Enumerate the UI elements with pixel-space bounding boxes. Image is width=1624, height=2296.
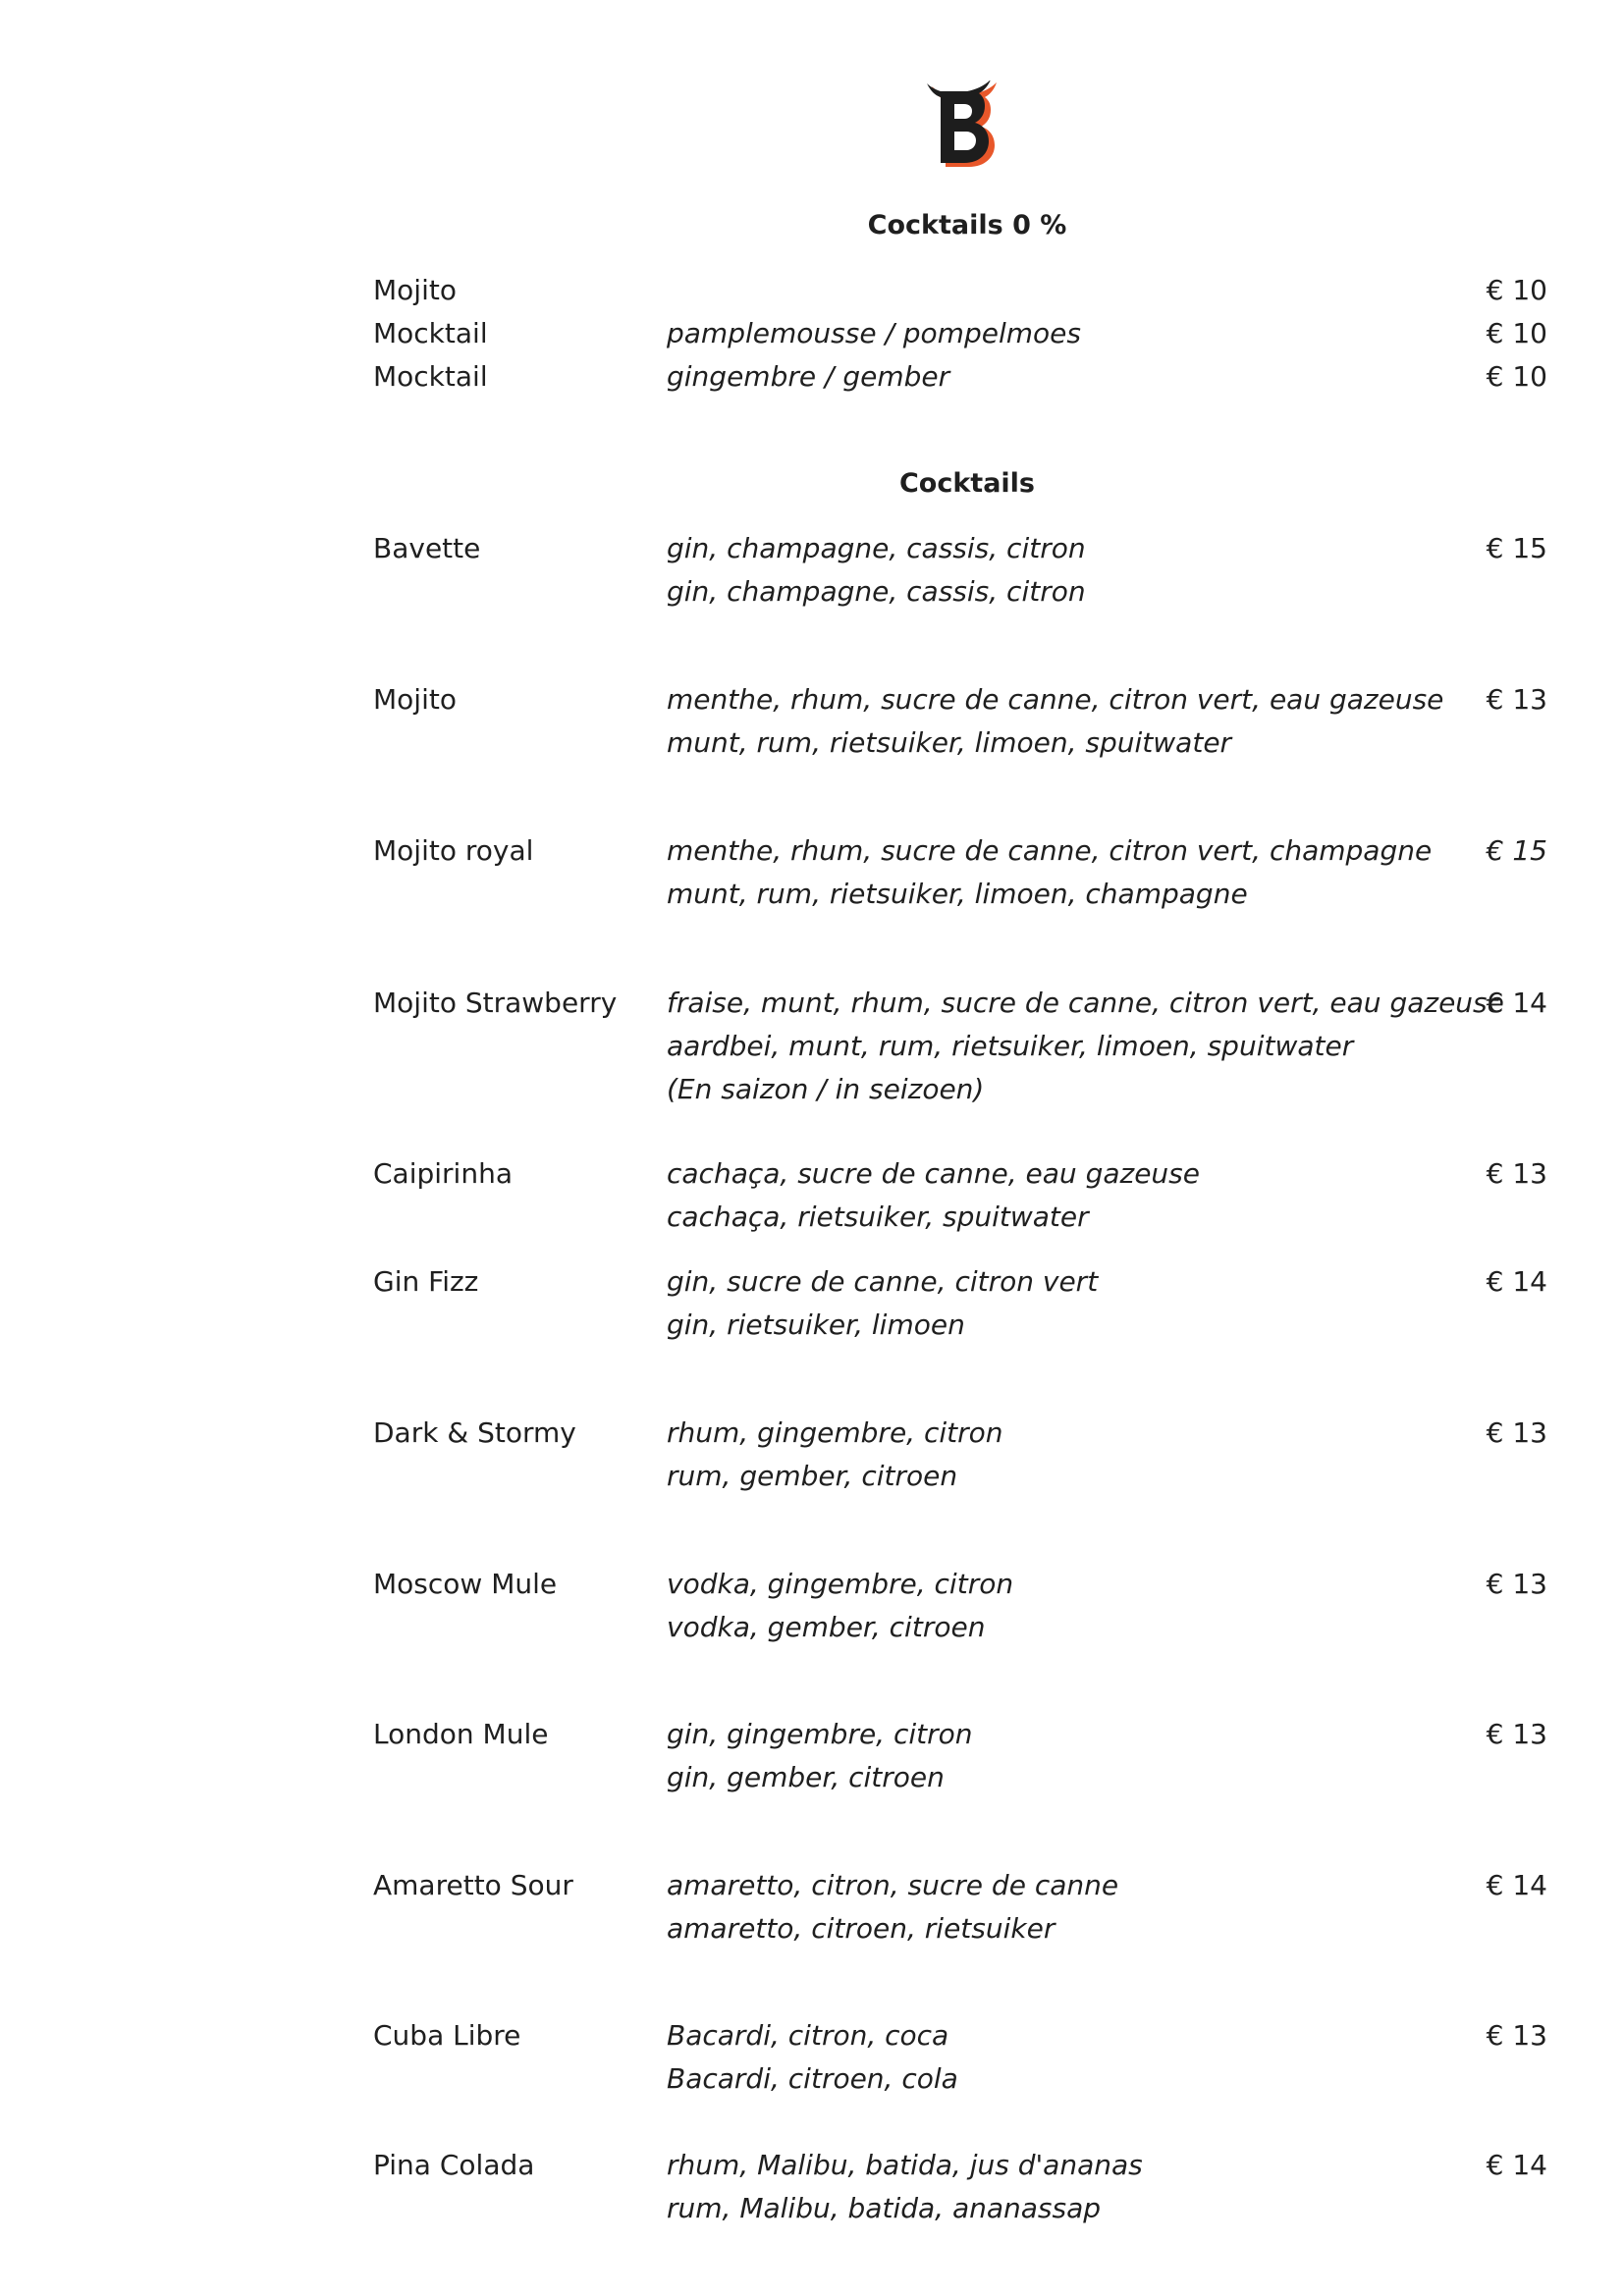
item-name: Gin Fizz xyxy=(373,1265,479,1298)
description-line-fr: vodka, gingembre, citron xyxy=(667,1568,1014,1600)
item-description xyxy=(667,1260,1531,1347)
description-line-nl: gin, rietsuiker, limoen xyxy=(667,1308,965,1341)
description-line-nl: aardbei, munt, rum, rietsuiker, limoen, spuitwater xyxy=(667,1030,1354,1062)
description-line-nl: cachaça, rietsuiker, spuitwater xyxy=(667,1201,1089,1233)
item-name: Pina Colada xyxy=(373,2149,535,2181)
description-line-nl: Bacardi, citroen, cola xyxy=(667,2062,958,2095)
item-description xyxy=(667,1713,1531,1799)
item-price: € 14 xyxy=(1486,2149,1547,2181)
item-description xyxy=(667,1152,1531,1239)
item-price: € 14 xyxy=(1486,1869,1547,1901)
item-name: Cuba Libre xyxy=(373,2019,521,2052)
item-price: € 13 xyxy=(1486,1718,1547,1750)
item-name: Amaretto Sour xyxy=(373,1869,573,1901)
item-name: Dark & Stormy xyxy=(373,1416,576,1449)
item-description xyxy=(667,1412,1531,1498)
item-price: € 14 xyxy=(1486,987,1547,1019)
item-description xyxy=(667,1864,1531,1950)
item-description xyxy=(667,982,1531,1111)
item-price: € 13 xyxy=(1486,683,1547,716)
item-description xyxy=(667,1563,1531,1649)
item-price: € 10 xyxy=(1486,360,1547,393)
item-name: Bavette xyxy=(373,532,481,564)
description-line-fr: rhum, gingembre, citron xyxy=(667,1416,1003,1449)
item-price: € 15 xyxy=(1486,532,1547,564)
item-name: Mocktail xyxy=(373,317,488,349)
description-line-fr: gin, sucre de canne, citron vert xyxy=(667,1265,1099,1298)
description-line-fr: menthe, rhum, sucre de canne, citron vert, champagne xyxy=(667,834,1433,867)
description-line-nl: munt, rum, rietsuiker, limoen, champagne xyxy=(667,878,1248,910)
item-price: € 13 xyxy=(1486,2019,1547,2052)
section-title-cocktails-0: Cocktails 0 % xyxy=(867,210,1067,240)
item-price: € 10 xyxy=(1486,317,1547,349)
item-name: Moscow Mule xyxy=(373,1568,558,1600)
item-name: Mojito Strawberry xyxy=(373,987,618,1019)
description-line-nl: gin, gember, citroen xyxy=(667,1761,945,1793)
description-line-nl: vodka, gember, citroen xyxy=(667,1611,986,1643)
item-description xyxy=(667,355,1531,399)
description-line-nl: rum, gember, citroen xyxy=(667,1460,958,1492)
item-name: Caipirinha xyxy=(373,1157,513,1190)
description-line-nl: gin, champagne, cassis, citron xyxy=(667,575,1086,608)
item-price: € 10 xyxy=(1486,274,1547,306)
item-name: Mojito xyxy=(373,274,457,306)
description-line-nl: munt, rum, rietsuiker, limoen, spuitwater xyxy=(667,726,1232,759)
item-price: € 13 xyxy=(1486,1157,1547,1190)
item-description xyxy=(667,678,1531,765)
item-description xyxy=(667,2014,1531,2101)
description-line-nl: amaretto, citroen, rietsuiker xyxy=(667,1912,1056,1945)
description-season-note: (En saizon / in seizoen) xyxy=(667,1073,985,1105)
description-line-fr: amaretto, citron, sucre de canne xyxy=(667,1869,1119,1901)
item-price: € 13 xyxy=(1486,1568,1547,1600)
item-name: Mocktail xyxy=(373,360,488,393)
item-price: € 15 xyxy=(1486,834,1547,867)
item-description xyxy=(667,527,1531,614)
description-line-fr: cachaça, sucre de canne, eau gazeuse xyxy=(667,1157,1200,1190)
description-line-fr: gin, gingembre, citron xyxy=(667,1718,973,1750)
description-line-fr: rhum, Malibu, batida, jus d'ananas xyxy=(667,2149,1143,2181)
description-line-nl: rum, Malibu, batida, ananassap xyxy=(667,2192,1102,2224)
description-line-fr: gin, champagne, cassis, citron xyxy=(667,532,1086,564)
description-line: gingembre / gember xyxy=(667,360,950,393)
item-price: € 13 xyxy=(1486,1416,1547,1449)
item-price: € 14 xyxy=(1486,1265,1547,1298)
item-name: London Mule xyxy=(373,1718,549,1750)
description-line: pamplemousse / pompelmoes xyxy=(667,317,1081,349)
section-title-cocktails: Cocktails xyxy=(898,468,1036,499)
item-description xyxy=(667,2144,1531,2230)
item-name: Mojito xyxy=(373,683,457,716)
item-description xyxy=(667,312,1531,355)
description-line-fr: menthe, rhum, sucre de canne, citron vert, eau gazeuse xyxy=(667,683,1444,716)
item-name: Mojito royal xyxy=(373,834,534,867)
description-line-fr: fraise, munt, rhum, sucre de canne, citron vert, eau gazeuse xyxy=(667,987,1504,1019)
description-line-fr: Bacardi, citron, coca xyxy=(667,2019,949,2052)
item-description xyxy=(667,829,1531,916)
bull-horns-b-logo-icon xyxy=(923,80,998,171)
